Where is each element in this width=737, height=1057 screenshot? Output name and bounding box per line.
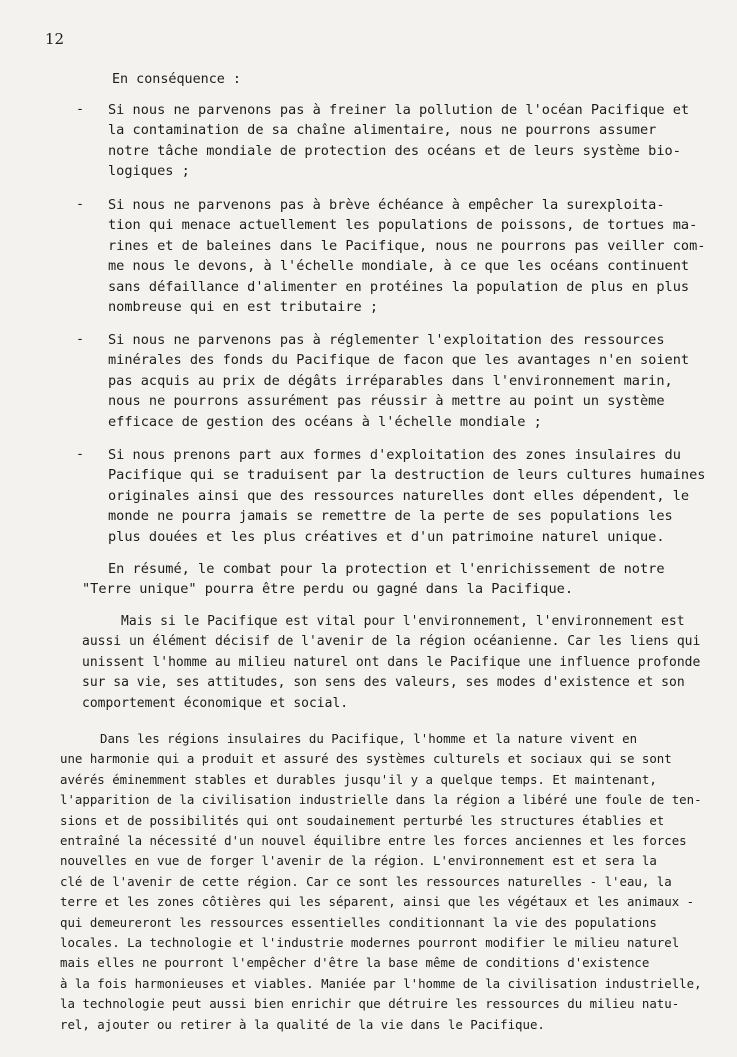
text-line: avérés éminemment stables et durables jusqu'il y a quelque temps. Et maintenant, (60, 771, 657, 787)
text-line: monde ne pourra jamais se remettre de la perte de ses populations les (108, 508, 673, 525)
text-line: sur sa vie, ses attitudes, son sens des valeurs, ses modes d'existence et son (82, 675, 685, 691)
text-line: qui demeureront les ressources essentielles conditionnant la vie des populations (60, 914, 657, 930)
text-line: nombreuse qui en est tributaire ; (108, 299, 379, 316)
text-line: Pacifique qui se traduisent par la destruction de leurs cultures humaines (108, 467, 706, 484)
paragraph-island-regions (60, 729, 702, 1035)
text-line: Si nous ne parvenons pas à freiner la pollution de l'océan Pacifique et (108, 102, 690, 118)
bullet-item-4 (108, 445, 705, 547)
text-line: terre et les zones côtières qui les séparent, ainsi que les végétaux et les animaux - (60, 894, 695, 910)
text-line: "Terre unique" pourra être perdu ou gagné dans la Pacifique. (82, 581, 574, 598)
page-number: 12 (45, 30, 65, 48)
text-line: la contamination de sa chaîne alimentaire, nous ne pourrons assumer (108, 122, 657, 139)
text-line: à la fois harmonieuses et viables. Maniée par l'homme de la civilisation industrielle, (60, 975, 702, 991)
text-line: me nous le devons, à l'échelle mondiale, à ce que les océans continuent (108, 258, 690, 275)
text-line: rines et de baleines dans le Pacifique, nous ne pourrons pas veiller com- (108, 237, 706, 254)
text-line: pas acquis au prix de dégâts irréparables dans l'environnement marin, (108, 372, 673, 389)
bullet-dash: - (76, 197, 85, 212)
text-line: locales. La technologie et l'industrie modernes pourront modifier le milieu naturel (60, 935, 680, 951)
text-line: Si nous ne parvenons pas à réglementer l'exploitation des ressources (108, 332, 665, 348)
text-line: tion qui menace actuellement les populations de poissons, de tortues ma- (108, 217, 698, 234)
paragraph-environment (82, 612, 700, 714)
text-line: Si nous ne parvenons pas à brève échéance à empêcher la surexploita- (108, 197, 665, 213)
intro-line: En conséquence : (112, 72, 241, 87)
text-line: logiques ; (108, 163, 190, 180)
text-line: nous ne pourrons assurément pas réussir à mettre au point un système (108, 393, 665, 410)
text-line: unissent l'homme au milieu naturel ont dans le Pacifique une influence profonde (82, 654, 701, 670)
text-line: Si nous prenons part aux formes d'exploitation des zones insulaires du (108, 447, 681, 463)
bullet-item-3 (108, 330, 689, 432)
paragraph-summary (82, 559, 665, 600)
text-line: la technologie peut aussi bien enrichir que détruire les ressources du milieu natu- (60, 996, 680, 1012)
bullet-item-1 (108, 100, 689, 182)
text-line: nouvelles en vue de forger l'avenir de la région. L'environnement est et sera la (60, 853, 657, 869)
text-line: comportement économique et social. (82, 695, 349, 711)
text-line: aussi un élément décisif de l'avenir de la région océanienne. Car les liens qui (82, 634, 701, 650)
text-line: Mais si le Pacifique est vital pour l'environnement, l'environnement est (121, 614, 685, 629)
bullet-item-2 (108, 195, 705, 317)
text-line: l'apparition de la civilisation industrielle dans la région a libéré une foule de ten- (60, 792, 702, 808)
text-line: clé de l'avenir de cette région. Car ce sont les ressources naturelles - l'eau, la (60, 873, 672, 889)
text-line: une harmonie qui a produit et assuré des systèmes culturels et sociaux qui se sont (60, 751, 672, 767)
text-line: efficace de gestion des océans à l'échelle mondiale ; (108, 413, 542, 430)
bullet-dash: - (76, 102, 85, 117)
text-line: entraîné la nécessité d'un nouvel équilibre entre les forces anciennes et les forces (60, 833, 687, 849)
text-line: Dans les régions insulaires du Pacifique, l'homme et la nature vivent en (100, 731, 638, 746)
text-line: rel, ajouter ou retirer à la qualité de la vie dans le Pacifique. (60, 1016, 545, 1032)
text-line: En résumé, le combat pour la protection et l'enrichissement de notre (108, 561, 665, 577)
text-line: mais elles ne pourront l'empêcher d'être la base même de conditions d'existence (60, 955, 650, 971)
text-line: minérales des fonds du Pacifique de facon que les avantages n'en soient (108, 352, 690, 369)
text-line: plus douées et les plus créatives et d'un patrimoine naturel unique. (108, 528, 665, 545)
text-line: originales ainsi que des ressources naturelles dont elles dépendent, le (108, 487, 690, 504)
text-line: sions et de possibilités qui ont soudainement perturbé les structures établies et (60, 812, 665, 828)
text-line: notre tâche mondiale de protection des océans et de leurs système bio- (108, 142, 681, 159)
text-line: sans défaillance d'alimenter en protéines la population de plus en plus (108, 278, 690, 295)
bullet-dash: - (76, 332, 85, 347)
bullet-dash: - (76, 447, 85, 462)
